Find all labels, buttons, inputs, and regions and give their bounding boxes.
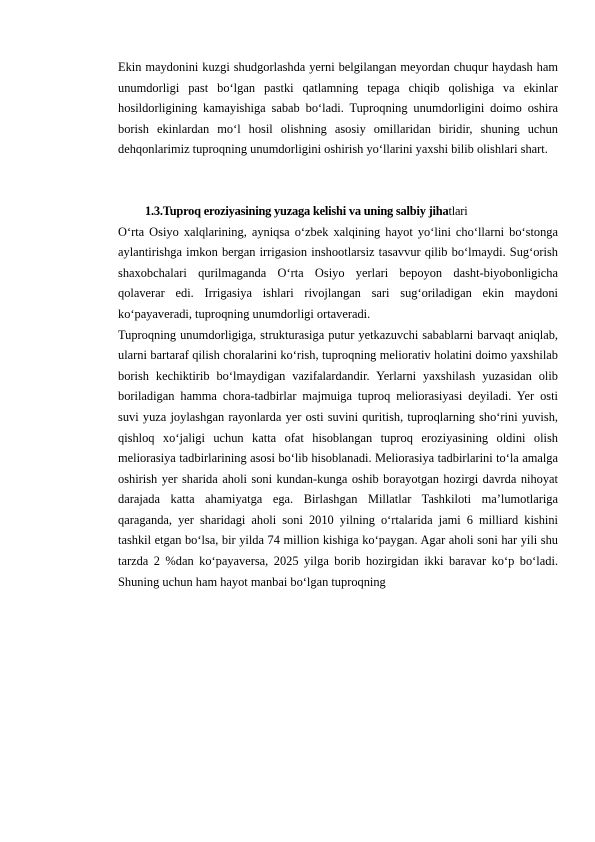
paragraph-3: Tuproqning unumdorligiga, strukturasiga putur yetkazuvchi sabablarni barvaqt aniqlab, ularni bartaraf qilish choralarini ko‘rish, tuproqning meliorativ holatini doimo yaxshilab borish kechiktirib bo‘lmaydigan vazifalardandir. Yerlarni yaxshilash yuzasidan olib boriladigan hamma chora-tadbirlar majmuiga tuproq meliorasiyasi deyiladi. Yer osti suvi yuza joylashgan rayonlarda yer osti suvini quritish, tuproqlarning sho‘rini yuvish, qishloq xo‘jaligi uchun katta ofat hisoblangan tuproq eroziyasining oldini olish meliorasiya tadbirlarining asosi bo‘lib hisoblanadi. Meliorasiya tadbirlarini to‘la amalga oshirish yer sharida aholi soni kundan-kunga oshib borayotgan hozirgi davrda nihoyat darajada katta ahamiyatga ega. Birlashgan Millatlar Tashkiloti ma’lumotlariga qaraganda, yer sharidagi aholi soni 2010 yilning o‘rtalarida jami 6 milliard kishini tashkil etgan bo‘lsa, bir yilda 74 million kishiga ko‘paygan. Agar aholi soni har yili shu tarzda 2 %dan ko‘payaversa, 2025 yilga borib hozirgidan ikki baravar ko‘p bo‘ladi. Shuning uchun ham hayot manbai bo‘lgan tuproqning xyxy=(118,327,558,589)
page-content xyxy=(118,57,558,592)
section-gap xyxy=(118,160,558,201)
paragraph-2: O‘rta Osiyo xalqlarining, ayniqsa o‘zbek xalqining hayot yo‘lini cho‘llarni bo‘stonga aylantirishga imkon bergan irrigasion inshootlarsiz tasavvur qilib bo‘lmaydi. Sug‘orish shaxobchalari qurilmaganda O‘rta Osiyo yerlari bepoyon dasht-biyobonligicha qolaverar edi. Irrigasiya ishlari rivojlangan sari sug‘oriladigan ekin maydoni ko‘payaveradi, tuproqning unumdorligi ortaveradi. xyxy=(118,224,558,321)
section-heading xyxy=(145,201,558,222)
section-heading-bold: 1.3.Tuproq eroziyasining yuzaga kelishi va uning salbiy jiha xyxy=(145,203,449,218)
section-heading-tail: tlari xyxy=(448,203,468,218)
paragraph-1: Ekin maydonini kuzgi shudgorlashda yerni belgilangan meyordan chuqur haydash ham unumdorligi past bo‘lgan pastki qatlamning tepaga chiqib qolishiga va ekinlar hosildorligining kamayishiga sabab bo‘ladi. Tuproqning unumdorligini doimo oshira borish ekinlardan mo‘l hosil olishning asosiy omillaridan biridir, shuning uchun dehqonlarimiz tuproqning unumdorligini oshirish yo‘llarini yaxshi bilib olishlari shart. xyxy=(118,60,558,157)
